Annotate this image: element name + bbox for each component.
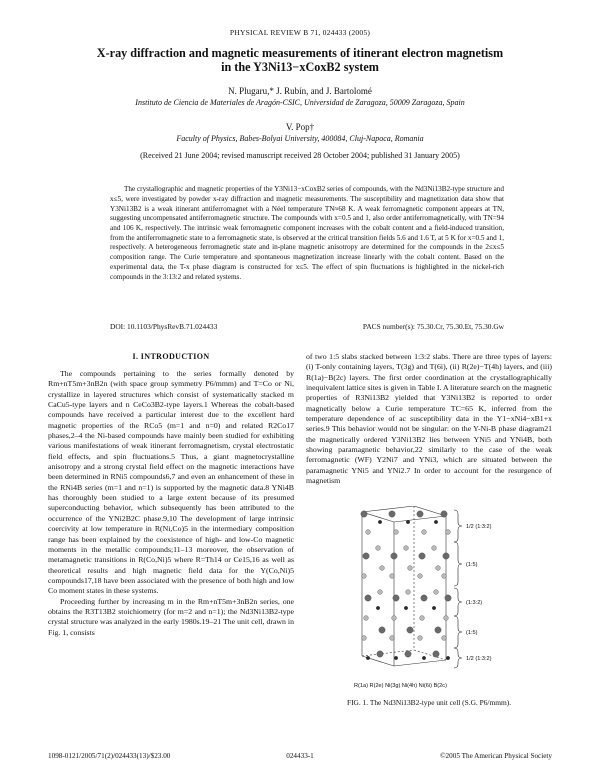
atom-ni bbox=[390, 574, 395, 579]
section-heading: I. INTRODUCTION bbox=[132, 352, 210, 361]
article-title bbox=[60, 46, 540, 74]
atom-ni bbox=[376, 546, 381, 551]
atom-r bbox=[419, 553, 425, 559]
atom-ni bbox=[392, 616, 397, 621]
unit-cell-drawing bbox=[362, 506, 446, 666]
atom-ni bbox=[380, 566, 385, 571]
atom-ni bbox=[390, 636, 395, 641]
footer-page-number: 024433-1 bbox=[286, 752, 314, 760]
intro-paragraph-1: The compounds pertaining to the series formally denoted by Rm+nT5m+3nB2n (with space group symmetry P6/mmm) and T=Co or Ni, crystallize in layered structures which consist of systematically stacked m CaCu5-type layers and n CeCo3B2-type layers.1 Whereas the cobalt-based compounds have received a particular interest due to the excellent hard magnetic properties of the RCo5 (m=1 and n=0) and related R2Co17 phases,2–4 the Ni-based compounds have mainly been studied for exhibiting various manifestations of weak itinerant ferromagnetism, crystal electrostatic field effects, and spin fluctuations.5 Thus, a giant magnetocrystalline anisotropy and a strong crystal field effect on the magnetic interactions have been determined in RNi5 compounds6,7 and even an enhancement of these in the RNi4B series (m=1 and n=1) is supported by the magnetic data.8 YNi4B has thoroughly been studied to a large extent because of its presumed superconducting behavior, which subsequently has been attributed to the occurrence of the YNi2B2C phase.9,10 The development of large intrinsic coercivity at low temperature in R(Ni,Co)5 in the intermediary composition range has been explained by the coexistence of high- and low-Co magnetic moments in the metallic compounds;11–13 moreover, the observation of metamagnetic transitions in R(Co,Ni)5 where R=Th14 or Ce15,16 as well as theoretical results and high magnetic field data for the Y(Co,Ni)5 compounds17,18 have been associated with the presence of both high and low Co moment states in these systems. bbox=[48, 369, 294, 596]
pacs-numbers: PACS number(s): 75.30.Cr, 75.30.Et, 75.30.Gw bbox=[362, 322, 504, 331]
atom-ni bbox=[444, 616, 449, 621]
atom-b bbox=[432, 606, 436, 610]
author-list-1: N. Plugaru,* J. Rubín, and J. Bartolomé bbox=[228, 86, 372, 96]
atom-r bbox=[407, 627, 413, 633]
title-line-1: X-ray diffraction and magnetic measurements of itinerant electron magnetism bbox=[96, 46, 504, 60]
intro-paragraph-2: Proceeding further by increasing m in the Rm+nT5m+3nB2n series, one obtains the R3T13B2 stoichiometry (for m=2 and n=1); the Nd3Ni13B2-type crystal structure was analyzed in the early 1980s.19–21 The unit cell, drawn in Fig. 1, consists bbox=[48, 596, 294, 637]
atom-ni bbox=[420, 616, 425, 621]
atom-b bbox=[406, 520, 410, 524]
figure-caption: FIG. 1. The Nd3Ni13B2-type unit cell (S.G. P6/mmm). bbox=[346, 698, 512, 707]
unit-cell-figure bbox=[354, 506, 524, 692]
atom-ni bbox=[418, 574, 423, 579]
atom-r bbox=[417, 511, 423, 517]
right-column bbox=[306, 352, 552, 486]
layer-braces bbox=[454, 510, 462, 668]
running-head: PHYSICAL REVIEW B 71, 024433 (2005) bbox=[229, 28, 371, 37]
atom-ni bbox=[408, 566, 413, 571]
author-list-2: V. Pop† bbox=[285, 122, 315, 132]
right-column-paragraph: of two 1:5 slabs stacked between 1:3:2 slabs. There are three types of layers: (i) T-only containing layers, T(3g) and T(6i), (ii) R(2e)−T(4h) layers, and (iii) R(1a)−B(2c) layers. The first order coordination at the crystallographically inequivalent lattice sites is given in Table I. A literature search on the magnetic properties of R3Ni13B2 yielded that Y3Ni13B2 is reported to order magnetically below a Curie temperature TC=65 K, inferred from the temperature dependence of ac susceptibility data in the Y1−xNi4−xB1+x series.9 This behavior would not be singular: on the Y-Ni-B phase diagram21 the magnetically ordered Y3Ni13B2 lies between YNi5 and YNi4B, both showing paramagnetic behavior,22 similarly to the case of the weak ferromagnetic (WF) Y2Ni7 and YNi3, which are situated between the paramagnetic YNi5 and YNi2.7 In order to account for the resurgence of magnetism bbox=[306, 352, 552, 486]
atom-b bbox=[378, 520, 382, 524]
atom-r bbox=[433, 651, 439, 657]
atom-b bbox=[434, 520, 438, 524]
atom-ni bbox=[362, 636, 367, 641]
layer-labels bbox=[466, 524, 492, 662]
title-line-2: in the Y3Ni13−xCoxB2 system bbox=[221, 60, 379, 74]
atom-b bbox=[404, 606, 408, 610]
atom-r bbox=[405, 651, 411, 657]
atom-r bbox=[365, 595, 371, 601]
atom-ni bbox=[406, 590, 411, 595]
atom-layers bbox=[361, 511, 451, 660]
atom-ni bbox=[404, 546, 409, 551]
atom-r bbox=[443, 553, 449, 559]
atom-ni bbox=[442, 636, 447, 641]
atom-ni bbox=[434, 590, 439, 595]
layer-label-2: (1:5) bbox=[466, 562, 478, 568]
atom-b bbox=[376, 606, 380, 610]
atom-b bbox=[394, 656, 398, 660]
atom-b bbox=[422, 656, 426, 660]
atom-ni bbox=[436, 566, 441, 571]
atom-r bbox=[363, 553, 369, 559]
atom-r bbox=[389, 511, 395, 517]
atom-r bbox=[391, 553, 397, 559]
atom-ni bbox=[364, 616, 369, 621]
atom-b bbox=[446, 656, 450, 660]
atom-ni bbox=[442, 574, 447, 579]
footer-copyright: ©2005 The American Physical Society bbox=[440, 752, 552, 760]
affiliation-1: Instituto de Ciencia de Materiales de Aragón-CSIC, Universidad de Zaragoza, 50009 Zaragoza, Spain bbox=[135, 98, 465, 107]
atom-ni bbox=[418, 636, 423, 641]
abstract: The crystallographic and magnetic properties of the Y3Ni13−xCoxB2 series of compounds, with the Nd3Ni13B2-type structure and x≤5, were investigated by powder x-ray diffraction and magnetic measurements. The susceptibility and magnetization data show that Y3Ni13B2 is a weak itinerant antiferromagnet with a Néel temperature TN≈68 K. A weak ferromagnetic component appears at TN, suggesting uncompensated antiferromagnetic structure. The compounds with x=0.5 and 1, also order antiferromagnetically, with TN=94 and 106 K, respectively. The intrinsic weak ferromagnetic component increases with the cobalt content and a field-induced transition, from the antiferromagnetic state to a ferromagnetic state, is observed at the critical transition fields 5.6 and 1.6 T, at 5 K for x=0.5 and 1, respectively. A heterogeneous ferromagnetic state and in-plane magnetic anisotropy are determined for the compounds in the 2≤x≤5 composition range. The Curie temperature and spontaneous magnetization increase linearly with the cobalt content. Based on the experimental data, the T-x phase diagram is constructed for x≤5. The effect of spin fluctuations is highlighted in the nickel-rich compounds in the 3:13:2 and related systems. bbox=[110, 185, 504, 281]
atom-r bbox=[441, 511, 447, 517]
atom-r bbox=[435, 627, 441, 633]
atom-ni bbox=[378, 590, 383, 595]
left-column bbox=[48, 352, 294, 638]
layer-label-3: (1:3:2) bbox=[466, 600, 483, 606]
atom-ni bbox=[446, 530, 451, 535]
doi: DOI: 10.1103/PhysRevB.71.024433 bbox=[110, 322, 218, 331]
atom-r bbox=[361, 511, 367, 517]
atom-r bbox=[393, 595, 399, 601]
atom-ni bbox=[362, 574, 367, 579]
layer-label-5: 1/2 (1:3:2) bbox=[466, 656, 492, 662]
atom-r bbox=[421, 595, 427, 601]
atom-b bbox=[366, 656, 370, 660]
layer-label-1: 1/2 (1:3:2) bbox=[466, 524, 492, 530]
affiliation-2: Faculty of Physics, Babes-Bolyai University, 400084, Cluj-Napoca, Romania bbox=[176, 134, 424, 143]
atom-ni bbox=[366, 530, 371, 535]
layer-label-4: (1:5) bbox=[466, 630, 478, 636]
atom-r bbox=[445, 595, 451, 601]
atom-ni bbox=[422, 530, 427, 535]
footer-issn: 1098-0121/2005/71(2)/024433(13)/$23.00 bbox=[48, 752, 171, 760]
received-dates: (Received 21 June 2004; revised manuscript received 28 October 2004; published 31 January 2005) bbox=[140, 151, 460, 160]
atom-r bbox=[377, 651, 383, 657]
atom-ni bbox=[394, 530, 399, 535]
atom-ni bbox=[432, 546, 437, 551]
atom-r bbox=[379, 627, 385, 633]
figure-legend: R(1a) R(2e) Ni(3g) Ni(4h) Ni(6i) B(2c) bbox=[354, 683, 447, 689]
